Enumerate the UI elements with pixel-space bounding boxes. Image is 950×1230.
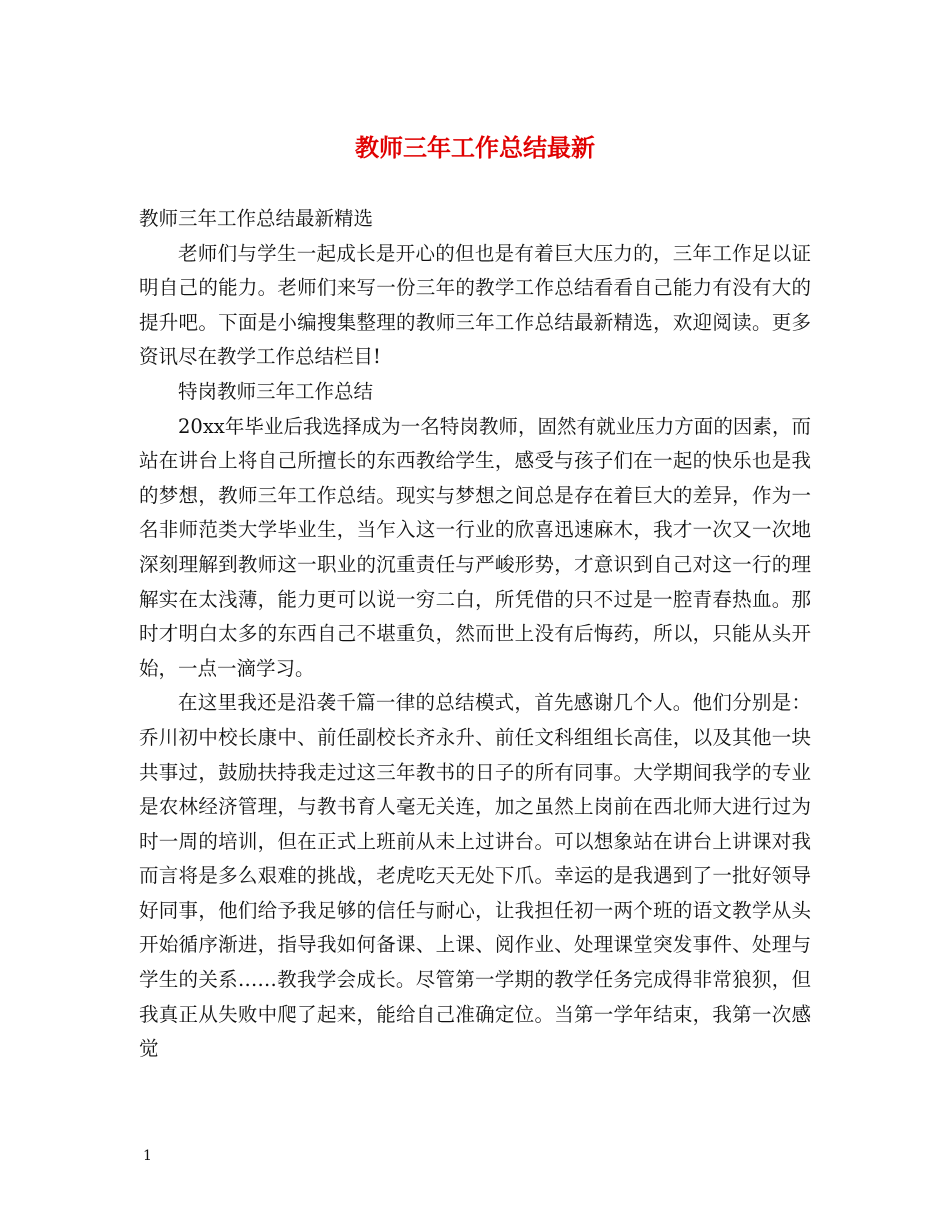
paragraph-body-1: 20xx年毕业后我选择成为一名特岗教师，固然有就业压力方面的因素，而站在讲台上将自己所擅长的东西教给学生，感受与孩子们在一起的快乐也是我的梦想，教师三年工作总结。现实与梦想之间总是存在着巨大的差异，作为一名非师范类大学毕业生，当乍入这一行业的欣喜迅速麻木，我才一次又一次地深刻理解到教师这一职业的沉重责任与严峻形势，才意识到自己对这一行的理解实在太浅薄，能力更可以说一穷二白，所凭借的只不过是一腔青春热血。那时才明白太多的东西自己不堪重负，然而世上没有后悔药，所以，只能从头开始，一点一滴学习。 xyxy=(139,414,811,680)
paragraph-intro: 老师们与学生一起成长是开心的但也是有着巨大压力的，三年工作足以证明自己的能力。老师们来写一份三年的教学工作总结看看自己能力有没有大的提升吧。下面是小编搜集整理的教师三年工作总结最新精选，欢迎阅读。更多资讯尽在教学工作总结栏目! xyxy=(139,241,811,369)
paragraph-subtitle: 教师三年工作总结最新精选 xyxy=(139,207,374,230)
document-body xyxy=(139,202,811,1067)
paragraph-section-heading: 特岗教师三年工作总结 xyxy=(178,379,374,403)
paragraph-body-2: 在这里我还是沿袭千篇一律的总结模式，首先感谢几个人。他们分别是：乔川初中校长康中、前任副校长齐永升、前任文科组组长高佳，以及其他一块共事过，鼓励扶持我走过这三年教书的日子的所有同事。大学期间我学的专业是农林经济管理，与教书育人毫无关连，加之虽然上岗前在西北师大进行过为时一周的培训，但在正式上班前从未上过讲台。可以想象站在讲台上讲课对我而言将是多么艰难的挑战，老虎吃天无处下爪。幸运的是我遇到了一批好领导好同事，他们给予我足够的信任与耐心，让我担任初一两个班的语文教学从头开始循序渐进，指导我如何备课、上课、阅作业、处理课堂突发事件、处理与学生的关系……教我学会成长。尽管第一学期的教学任务完成得非常狼狈，但我真正从失败中爬了起来，能给自己准确定位。当第一学年结束，我第一次感觉 xyxy=(139,691,811,1061)
document-title: 教师三年工作总结最新 xyxy=(355,133,595,162)
page-number: 1 xyxy=(143,1148,152,1164)
